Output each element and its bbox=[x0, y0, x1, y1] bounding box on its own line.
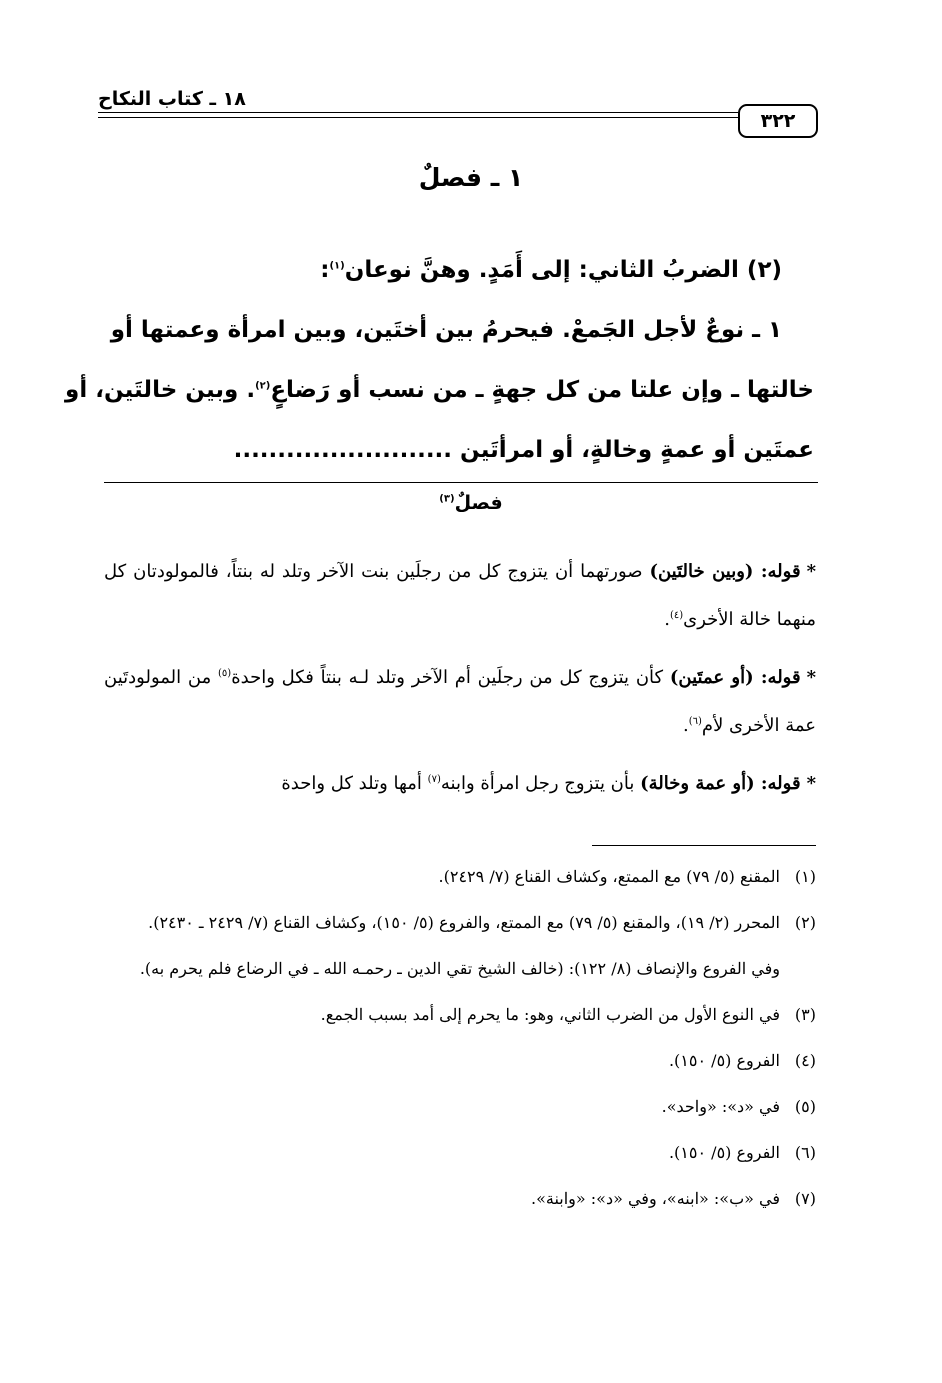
matn-line-part: . وبين خالتَين، أو bbox=[65, 377, 256, 403]
footnote-number: (٦) bbox=[794, 1143, 816, 1162]
sharh-paragraph bbox=[104, 548, 816, 644]
footnote-text: المحرر (٢/ ١٩)، والمقنع (٥/ ٧٩) مع الممتع، والفروع (٥/ ١٥٠)، وكشاف القناع (٧/ ٢٤٢٩ ـ ٢٤٣٠). bbox=[148, 913, 780, 932]
matn-separator bbox=[104, 482, 818, 483]
matn-intro-line bbox=[104, 240, 814, 300]
matn-intro-end: : bbox=[320, 257, 330, 283]
paragraph-end: . bbox=[664, 609, 670, 630]
footnote-ref: (٧) bbox=[427, 774, 441, 785]
footnote-ref: (٦) bbox=[688, 716, 702, 727]
footnote bbox=[104, 904, 816, 942]
footnote-text: في «د»: «واحد». bbox=[661, 1097, 780, 1116]
footnote-number bbox=[780, 950, 816, 988]
footnote-ref: (٢) bbox=[255, 380, 271, 392]
matn-dots: ......................... bbox=[233, 437, 453, 463]
paragraph-end: . bbox=[683, 715, 689, 736]
paragraph-text: بأن يتزوج رجل امرأة وابنه bbox=[440, 773, 635, 794]
sharh-paragraph bbox=[104, 654, 816, 750]
sharh-text bbox=[104, 548, 816, 808]
sharh-heading bbox=[0, 492, 942, 514]
footnote-ref: (١) bbox=[329, 260, 345, 272]
page-number: ٣٢٢ bbox=[738, 104, 818, 138]
footnote-ref: (٥) bbox=[218, 668, 232, 679]
quote-label: قوله: (أو عمة وخالة) bbox=[640, 773, 801, 794]
sharh-heading-text: فصلٌ bbox=[454, 492, 503, 514]
paragraph-text: أمها وتلد كل واحدة bbox=[281, 773, 422, 794]
footnote bbox=[104, 1042, 816, 1080]
footnote bbox=[104, 996, 816, 1034]
footnote-ref: (٣) bbox=[439, 493, 455, 505]
quote-label: قوله: (وبين خالتَين) bbox=[649, 561, 801, 582]
sharh-paragraph bbox=[104, 760, 816, 808]
star-marker: * bbox=[806, 773, 816, 794]
footnote-number: (٧) bbox=[794, 1189, 816, 1208]
matn-text bbox=[65, 240, 814, 480]
footnote-number: (١) bbox=[794, 867, 816, 886]
footnote bbox=[104, 1088, 816, 1126]
footnote-text: في «ب»: «ابنه»، وفي «د»: «وابنة». bbox=[531, 1189, 780, 1208]
footnote-number: (٥) bbox=[794, 1097, 816, 1116]
chapter-title: ١٨ ـ كتاب النكاح bbox=[98, 88, 246, 110]
footnote bbox=[104, 1134, 816, 1172]
quote-label: قوله: (أو عمتَين) bbox=[669, 667, 801, 688]
matn-intro: (٢) الضربُ الثاني: إلى أَمَدٍ. وهنَّ نوعان bbox=[344, 257, 782, 283]
star-marker: * bbox=[806, 667, 817, 688]
footnote-text: في النوع الأول من الضرب الثاني، وهو: ما يحرم إلى أمد بسبب الجمع. bbox=[320, 1005, 780, 1024]
footnotes bbox=[104, 858, 816, 1226]
matn-line: ١ ـ نوعٌ لأجل الجَمعْ. فيحرمُ بين أختَين، وبين امرأة وعمتها أو bbox=[110, 317, 782, 343]
footnote-text: وفي الفروع والإنصاف (٨/ ١٢٢): (خالف الشيخ تقي الدين ـ رحمـه الله ـ في الرضاع فلم يحرم به). bbox=[139, 959, 780, 978]
star-marker: * bbox=[806, 561, 816, 582]
header-rule-bottom bbox=[98, 117, 738, 118]
header-rule-top bbox=[98, 112, 738, 113]
matn-line bbox=[104, 420, 814, 480]
footnote bbox=[104, 1180, 816, 1218]
paragraph-text: من المولودتَين عمة الأخرى لأم bbox=[104, 667, 816, 736]
matn-line-part: خالتها ـ وإن علتا من كل جهةٍ ـ من نسب أو رَضاعٍ bbox=[270, 377, 814, 403]
footnote-text: المقنع (٥/ ٧٩) مع الممتع، وكشاف القناع (٧/ ٢٤٢٩). bbox=[438, 867, 780, 886]
header-double-rule bbox=[98, 112, 738, 118]
section-heading: ١ ـ فصلٌ bbox=[418, 163, 524, 192]
footnote-number: (٤) bbox=[794, 1051, 816, 1070]
paragraph-text: صورتهما أن يتزوج كل من رجلَين بنت الآخر وتلد له بنتاً، فالمولودتان كل منهما خالة الأخرى bbox=[104, 561, 816, 630]
footnote-rule bbox=[592, 845, 816, 846]
paragraph-text: كأن يتزوج كل من رجلَين أم الآخر وتلد لـه بنتاً فكل واحدة bbox=[231, 667, 664, 688]
matn-line bbox=[65, 360, 814, 420]
footnote-number: (٢) bbox=[794, 913, 816, 932]
footnote-continuation bbox=[104, 950, 816, 988]
footnote bbox=[104, 858, 816, 896]
footnote-text: الفروع (٥/ ١٥٠). bbox=[668, 1051, 780, 1070]
footnote-ref: (٤) bbox=[669, 610, 684, 621]
footnote-text: الفروع (٥/ ١٥٠). bbox=[668, 1143, 780, 1162]
matn-line-part: عمتَين أو عمةٍ وخالةٍ، أو امرأتَين bbox=[460, 437, 814, 463]
footnote-number: (٣) bbox=[794, 1005, 816, 1024]
